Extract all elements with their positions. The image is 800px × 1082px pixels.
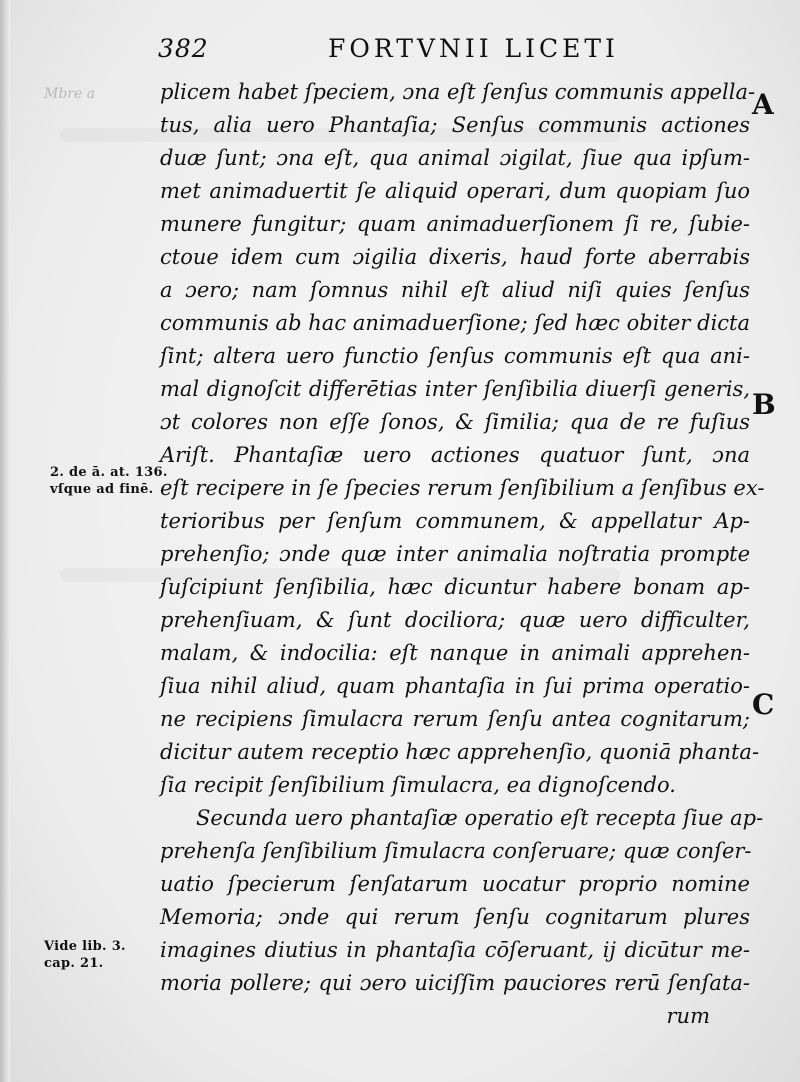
text-line-13: eſt recipere in ſe ſpecies rerum ſenſibilium a ſenſibus ex- <box>160 476 765 500</box>
text-line-2: tus, alia uero Phantaſia; Senſus communis actiones <box>160 113 750 137</box>
text-line-7: a ɔero; nam ſomnus nihil eſt aliud niſi quies ſenſus <box>160 278 750 302</box>
text-line-22: ſia recipit ſenſibilium ſimulacra, ea dignoſcendo. <box>160 773 676 797</box>
text-line-25: uatio ſpecierum ſenſatarum uocatur proprio nomine <box>160 872 750 896</box>
text-line-15: prehenſio; ɔnde quæ inter animalia noſtratia prompte <box>160 542 750 566</box>
text-line-26: Memoria; ɔnde qui rerum ſenſu cognitarum plures <box>160 905 750 929</box>
text-line-18: malam, & indocilia: eſt nanque in animali apprehen- <box>160 641 750 665</box>
text-line-16: ſuſcipiunt ſenſibilia, hæc dicuntur habere bonam ap- <box>160 575 750 599</box>
margin-note-cross-reference <box>44 938 126 972</box>
margin-note-line: Vide lib. 3. <box>44 939 126 954</box>
catchword: rum <box>666 1004 710 1028</box>
text-line-8: communis ab hac animaduerſione; ſed hæc obiter dicta <box>160 311 750 335</box>
page-spine-shadow <box>0 0 10 1082</box>
section-marker-c: C <box>752 688 775 721</box>
text-line-14: terioribus per ſenſum communem, & appellatur Ap- <box>160 509 750 533</box>
text-line-23: Secunda uero phantaſiæ operatio eſt recepta ſiue ap- <box>196 806 764 830</box>
section-marker-b: B <box>752 388 776 421</box>
text-line-4: met animaduertit ſe aliquid operari, dum quopiam ſuo <box>160 179 750 203</box>
text-line-11: ɔt colores non eſſe ſonos, & ſimilia; qua de re fuſius <box>160 410 750 434</box>
text-line-28: moria pollere; qui ɔero uiciſſim pauciores rerū ſenſata- <box>160 971 750 995</box>
section-marker-a: A <box>752 88 774 121</box>
text-line-21: dicitur autem receptio hæc apprehenſio, quoniā phanta- <box>160 740 760 764</box>
text-line-27: imagines diutius in phantaſia cōſeruant, ij dicūtur me- <box>160 938 750 962</box>
faint-margin-mark: Mbre a <box>44 86 96 102</box>
text-line-9: ſint; altera uero functio ſenſus communis eſt qua ani- <box>160 344 750 368</box>
running-head: FORTVNII LICETI <box>328 34 619 63</box>
margin-note-line: cap. 21. <box>44 956 104 971</box>
margin-note-reference <box>50 464 168 498</box>
text-line-3: duæ ſunt; ɔna eſt, qua animal ɔigilat, ſiue qua ipſum- <box>160 146 750 170</box>
margin-note-line: vſque ad finē. <box>50 482 154 497</box>
text-line-12: Ariſt. Phantaſiæ uero actiones quatuor ſunt, ɔna <box>160 443 750 467</box>
text-line-20: ne recipiens ſimulacra rerum ſenſu antea cognitarum; <box>160 707 750 731</box>
text-line-10: mal dignoſcit differētias inter ſenſibilia diuerſi generis, <box>160 377 750 401</box>
text-line-17: prehenſiuam, & ſunt dociliora; quæ uero difficulter, <box>160 608 750 632</box>
text-line-5: munere fungitur; quam animaduerſionem ſi re, ſubie- <box>160 212 750 236</box>
margin-note-line: 2. de ā. at. 136. <box>50 465 168 480</box>
page-header <box>158 28 718 68</box>
text-line-24: prehenſa ſenſibilium ſimulacra conſeruare; quæ conſer- <box>160 839 752 863</box>
text-line-19: ſiua nihil aliud, quam phantaſia in ſui prima operatio- <box>160 674 750 698</box>
text-line-6: ctoue idem cum ɔigilia dixeris, haud forte aberrabis <box>160 245 750 269</box>
text-line-1: plicem habet ſpeciem, ɔna eſt ſenſus communis appella- <box>160 80 756 104</box>
page-number: 382 <box>158 34 209 63</box>
